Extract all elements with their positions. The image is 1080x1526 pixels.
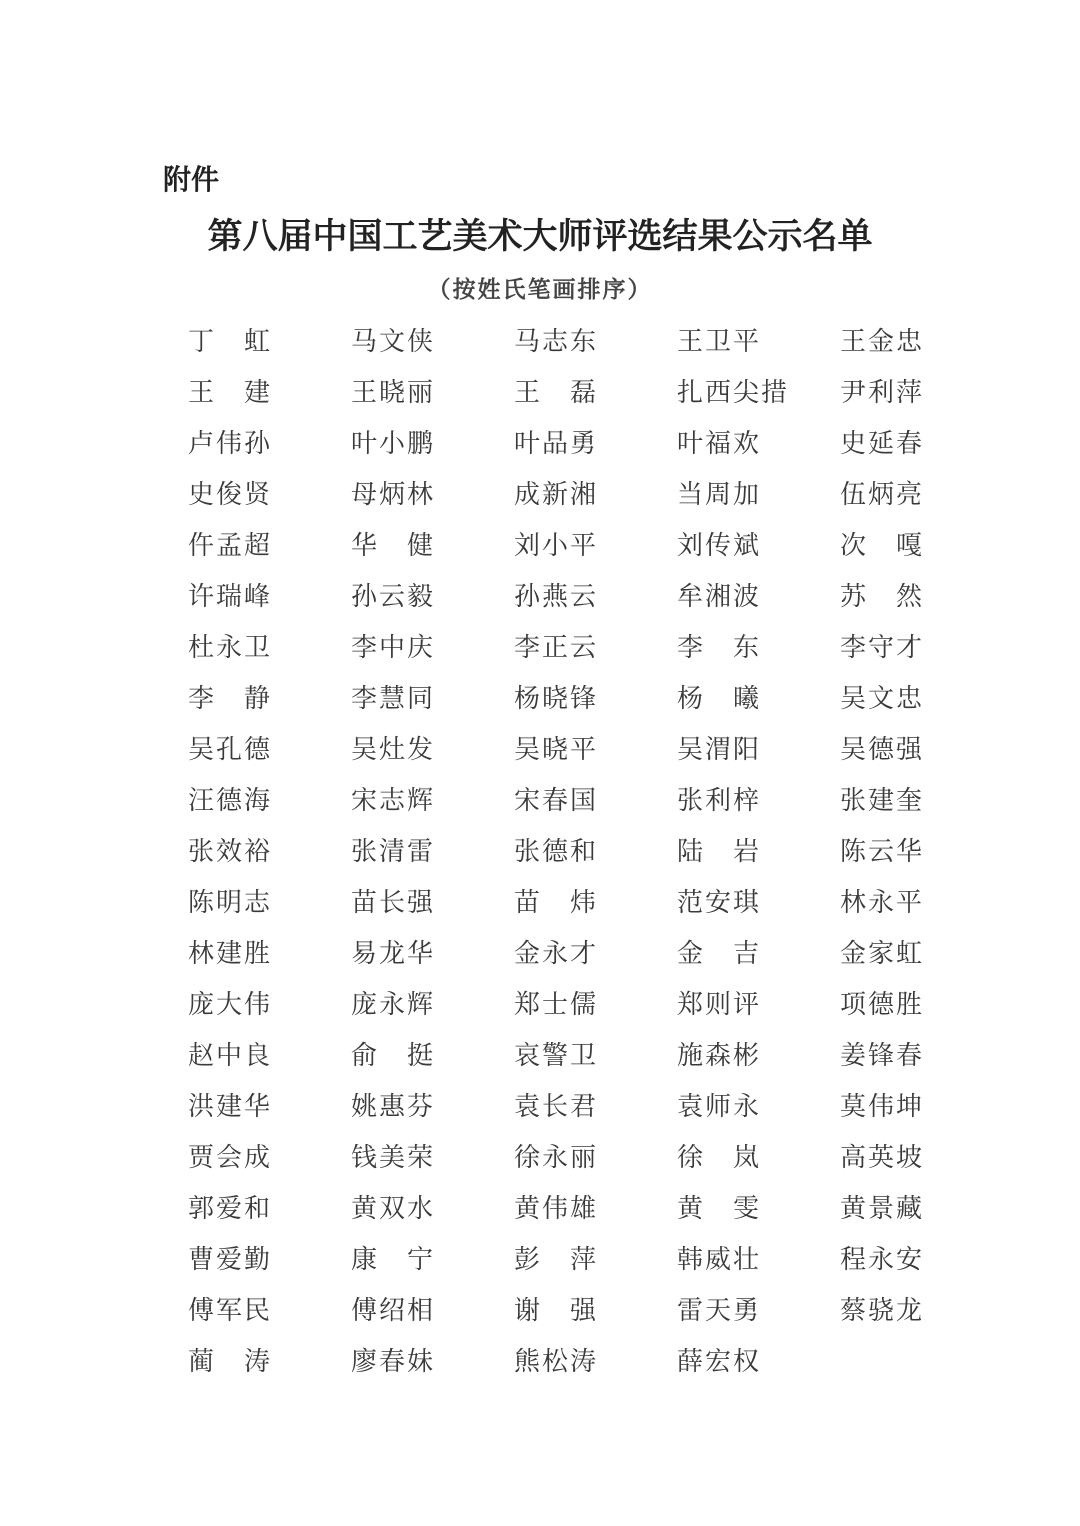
name-entry: 史俊贤	[188, 480, 273, 510]
name-entry: 袁长君	[514, 1092, 599, 1122]
name-entry: 曹爱勤	[188, 1245, 273, 1275]
attachment-label: 附件	[163, 163, 220, 196]
name-entry: 叶福欢	[677, 429, 762, 459]
name-entry: 卢伟孙	[188, 429, 273, 459]
name-entry: 王卫平	[677, 327, 762, 357]
name-entry: 吴德强	[840, 735, 925, 765]
name-entry: 张清雷	[351, 837, 436, 867]
name-entry: 高英坡	[840, 1143, 925, 1173]
name-entry: 牟湘波	[677, 582, 762, 612]
name-entry: 林永平	[840, 888, 925, 918]
name-entry: 杨 曦	[677, 684, 762, 714]
name-entry: 金 吉	[677, 939, 762, 969]
name-entry: 吴孔德	[188, 735, 273, 765]
name-entry: 雷天勇	[677, 1296, 762, 1326]
name-entry: 姚惠芬	[351, 1092, 436, 1122]
name-list	[188, 322, 1018, 1393]
name-entry: 当周加	[677, 480, 762, 510]
name-entry: 苗 炜	[514, 888, 599, 918]
name-entry: 宋志辉	[351, 786, 436, 816]
name-entry: 王 建	[188, 378, 273, 408]
name-entry: 王金忠	[840, 327, 925, 357]
name-entry: 尹利萍	[840, 378, 925, 408]
name-entry: 张德和	[514, 837, 599, 867]
name-entry: 莫伟坤	[840, 1092, 925, 1122]
name-entry: 郭爱和	[188, 1194, 273, 1224]
name-entry: 李 静	[188, 684, 273, 714]
name-entry: 钱美荣	[351, 1143, 436, 1173]
name-entry: 易龙华	[351, 939, 436, 969]
name-entry: 苗长强	[351, 888, 436, 918]
name-entry: 薛宏权	[677, 1347, 762, 1377]
name-entry: 孙燕云	[514, 582, 599, 612]
name-entry: 叶小鹏	[351, 429, 436, 459]
name-entry: 李 东	[677, 633, 762, 663]
name-entry: 项德胜	[840, 990, 925, 1020]
name-entry: 蔺 涛	[188, 1347, 273, 1377]
name-entry: 陆 岩	[677, 837, 762, 867]
name-entry: 陈云华	[840, 837, 925, 867]
name-entry: 宋春国	[514, 786, 599, 816]
name-entry: 黄双水	[351, 1194, 436, 1224]
document-subtitle: （按姓氏笔画排序）	[427, 276, 653, 303]
name-entry: 哀警卫	[514, 1041, 599, 1071]
name-entry: 傅军民	[188, 1296, 273, 1326]
name-entry: 施森彬	[677, 1041, 762, 1071]
name-entry: 马文侠	[351, 327, 436, 357]
name-entry: 陈明志	[188, 888, 273, 918]
name-entry: 华 健	[351, 531, 436, 561]
name-entry: 贾会成	[188, 1143, 273, 1173]
name-entry: 吴文忠	[840, 684, 925, 714]
name-entry: 许瑞峰	[188, 582, 273, 612]
name-entry: 金永才	[514, 939, 599, 969]
name-entry: 王 磊	[514, 378, 599, 408]
name-entry: 李中庆	[351, 633, 436, 663]
name-entry: 金家虹	[840, 939, 925, 969]
name-entry: 黄伟雄	[514, 1194, 599, 1224]
document-title: 第八届中国工艺美术大师评选结果公示名单	[207, 216, 873, 257]
name-entry: 张效裕	[188, 837, 273, 867]
name-entry: 史延春	[840, 429, 925, 459]
name-entry: 洪建华	[188, 1092, 273, 1122]
name-entry: 李正云	[514, 633, 599, 663]
name-entry: 廖春妹	[351, 1347, 436, 1377]
name-entry: 郑则评	[677, 990, 762, 1020]
name-entry: 吴灶发	[351, 735, 436, 765]
name-entry: 扎西尖措	[677, 378, 790, 408]
name-entry: 赵中良	[188, 1041, 273, 1071]
name-entry: 张利梓	[677, 786, 762, 816]
name-entry: 王晓丽	[351, 378, 436, 408]
name-entry: 范安琪	[677, 888, 762, 918]
name-entry: 杨晓锋	[514, 684, 599, 714]
name-entry: 俞 挺	[351, 1041, 436, 1071]
name-entry: 熊松涛	[514, 1347, 599, 1377]
name-entry: 程永安	[840, 1245, 925, 1275]
name-entry: 刘传斌	[677, 531, 762, 561]
name-entry: 刘小平	[514, 531, 599, 561]
name-entry: 杜永卫	[188, 633, 273, 663]
name-entry: 林建胜	[188, 939, 273, 969]
name-entry: 谢 强	[514, 1296, 599, 1326]
name-entry: 韩威壮	[677, 1245, 762, 1275]
name-entry: 汪德海	[188, 786, 273, 816]
name-entry: 次 嘎	[840, 531, 925, 561]
name-entry: 母炳林	[351, 480, 436, 510]
name-entry: 成新湘	[514, 480, 599, 510]
name-entry: 仵孟超	[188, 531, 273, 561]
name-entry: 苏 然	[840, 582, 925, 612]
name-entry: 庞大伟	[188, 990, 273, 1020]
name-entry: 伍炳亮	[840, 480, 925, 510]
name-entry: 孙云毅	[351, 582, 436, 612]
name-entry: 徐 岚	[677, 1143, 762, 1173]
name-entry: 姜锋春	[840, 1041, 925, 1071]
name-entry: 李守才	[840, 633, 925, 663]
name-entry: 蔡骁龙	[840, 1296, 925, 1326]
name-entry: 庞永辉	[351, 990, 436, 1020]
name-entry: 徐永丽	[514, 1143, 599, 1173]
name-entry: 黄景藏	[840, 1194, 925, 1224]
name-entry: 袁师永	[677, 1092, 762, 1122]
name-entry: 吴晓平	[514, 735, 599, 765]
name-entry: 张建奎	[840, 786, 925, 816]
name-entry: 傅绍相	[351, 1296, 436, 1326]
name-entry: 李慧同	[351, 684, 436, 714]
name-entry: 丁 虹	[188, 327, 273, 357]
name-entry: 黄 雯	[677, 1194, 762, 1224]
name-entry: 康 宁	[351, 1245, 436, 1275]
name-entry: 彭 萍	[514, 1245, 599, 1275]
name-entry: 吴渭阳	[677, 735, 762, 765]
name-entry: 郑士儒	[514, 990, 599, 1020]
name-entry: 叶品勇	[514, 429, 599, 459]
name-entry: 马志东	[514, 327, 599, 357]
